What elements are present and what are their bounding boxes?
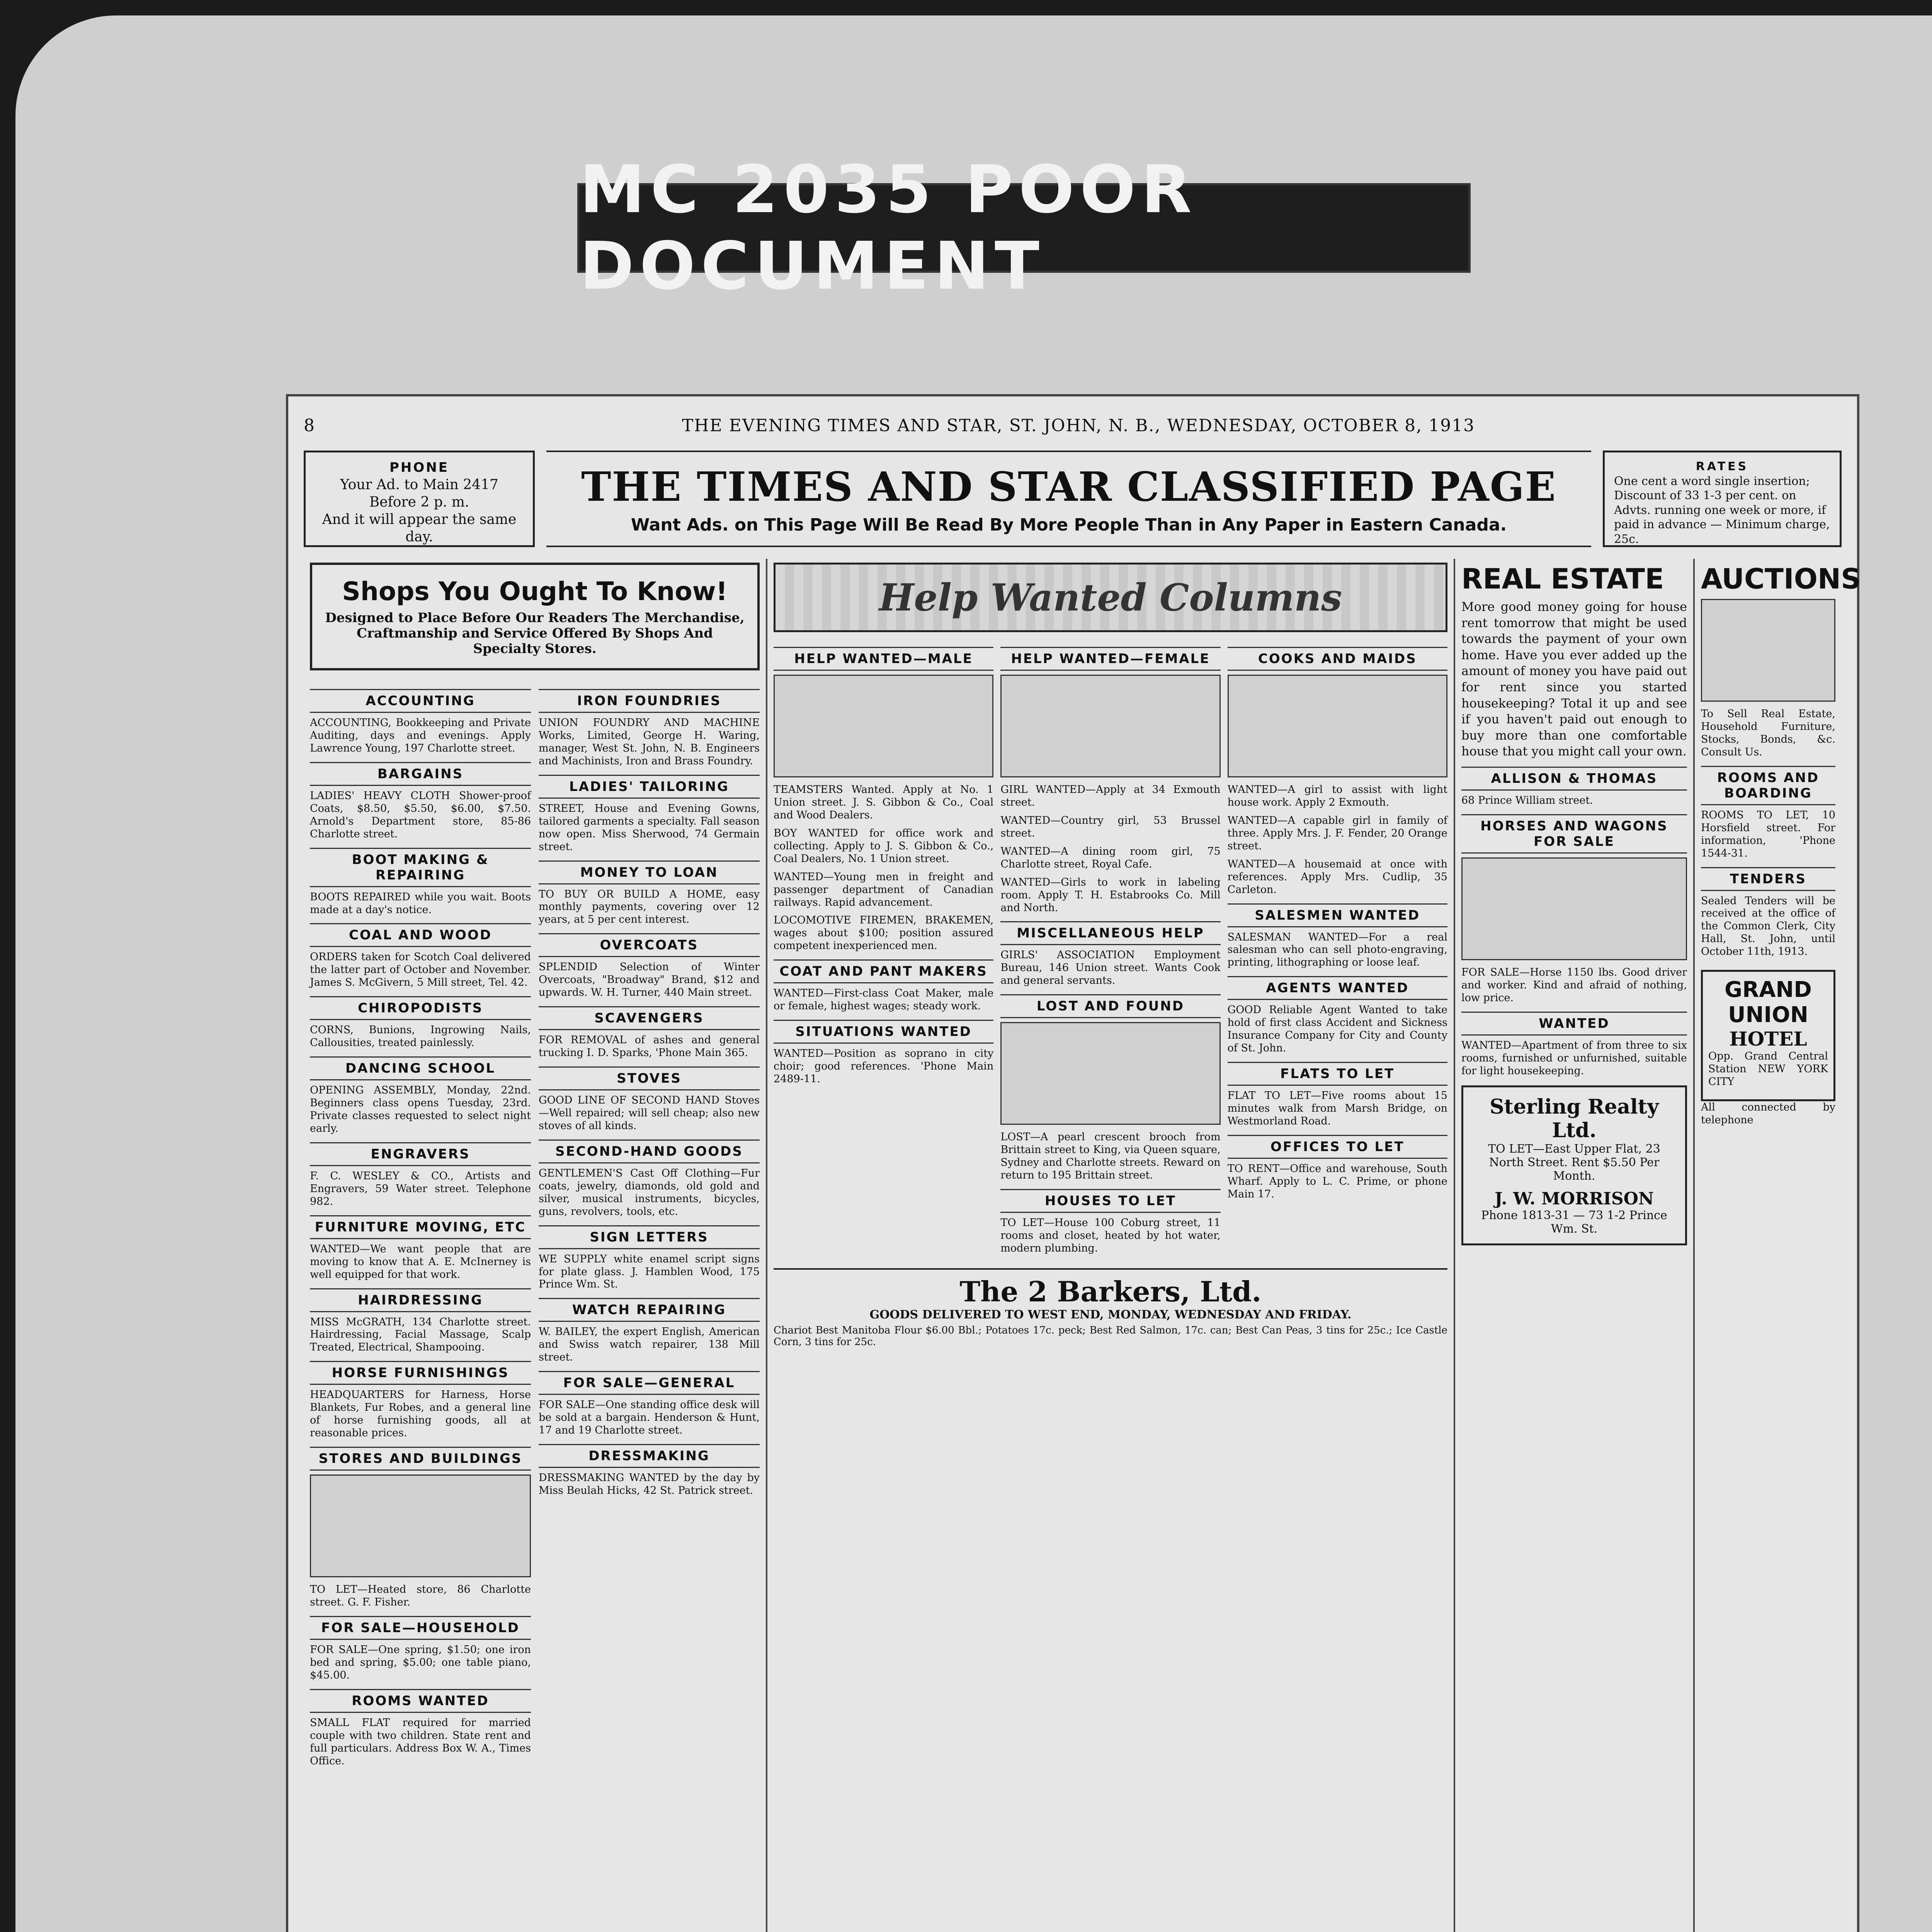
grand-union-hotel: HOTEL [1729,1027,1807,1051]
classified-ad: GOOD Reliable Agent Wanted to take hold of first class Accident and Sickness Insurance Company for City and County of St. John. [1227,1004,1447,1054]
section-heading: SITUATIONS WANTED [774,1020,993,1044]
phone-line-1: Your Ad. to Main 2417 [340,476,498,493]
sterling-text: TO LET—East Upper Flat, 23 North Street. Rent $5.50 Per Month. [1488,1142,1660,1183]
help-female-subcolumn [1000,640,1220,1260]
classified-ad: BOY WANTED for office work and collecting. Apply to J. S. Gibbon & Co., Coal Dealers, No. 1 Union street. [774,827,994,865]
section-heading: HELP WANTED—MALE [774,647,993,671]
classified-ad: WANTED—Young men in freight and passenger department of Canadian railways. Rapid advancement. [774,871,994,908]
classified-ad: WANTED—A housemaid at once with references. Apply Mrs. Cudlip, 35 Carleton. [1227,858,1447,896]
section-heading: LOST AND FOUND [1000,994,1220,1018]
section-heading: SALESMEN WANTED [1228,903,1447,927]
page-subtitle: Want Ads. on This Page Will Be Read By More People Than in Any Paper in Eastern Canada. [631,515,1507,535]
columns [304,559,1861,1932]
section-heading: STORES AND BUILDINGS [310,1447,531,1471]
section-heading: ACCOUNTING [310,689,531,713]
classified-ad: WANTED—First-class Coat Maker, male or female, highest wages; steady work. [774,987,994,1012]
classified-ad: MISS McGRATH, 134 Charlotte street. Hairdressing, Facial Massage, Scalp Treated, Electrical, Shampooing. [310,1316,531,1354]
grand-union-location: Opp. Grand Central Station NEW YORK CITY [1708,1050,1828,1088]
help-wanted-banner: Help Wanted Columns [774,563,1447,632]
classified-ad: TO BUY OR BUILD A HOME, easy monthly payments, covering over 12 years, at 5 per cent interest. [539,888,760,926]
classified-ad: SMALL FLAT required for married couple with two children. State rent and full particulars. Address Box W. A., Times Office. [310,1716,531,1767]
section-heading: COAL AND WOOD [310,923,531,947]
grand-union-ad [1701,970,1835,1101]
classified-ad: ACCOUNTING, Bookkeeping and Private Auditing, days and evenings. Apply Lawrence Young, 197 Charlotte street. [310,717,531,754]
classified-ad: WANTED—Country girl, 53 Brussel street. [1000,814,1221,839]
classified-ad: LADIES' HEAVY CLOTH Shower-proof Coats, $8.50, $5.50, $6.00, $7.50. Arnold's Department store, 85-86 Charlotte street. [310,789,531,840]
barkers-sub: GOODS DELIVERED TO WEST END, MONDAY, WEDNESDAY AND FRIDAY. [869,1308,1352,1321]
shops-column [304,559,767,1932]
classified-ad: GOOD LINE OF SECOND HAND Stoves—Well repaired; will sell cheap; also new stoves of all kinds. [539,1094,760,1132]
classified-ad: TO LET—House 100 Coburg street, 11 rooms and closet, heated by hot water, modern plumbing. [1000,1217,1221,1254]
page-title: THE TIMES AND STAR CLASSIFIED PAGE [581,463,1556,510]
section-heading: MONEY TO LOAN [539,861,760,884]
auctions-title: AUCTIONS [1701,563,1861,595]
folio-text: THE EVENING TIMES AND STAR, ST. JOHN, N. B., WEDNESDAY, OCTOBER 8, 1913 [682,415,1475,435]
section-heading: SCAVENGERS [539,1006,760,1030]
store-illustration [310,1475,531,1577]
classified-ad: SPLENDID Selection of Winter Overcoats, "Broadway" Brand, $12 and upwards. W. H. Turner, 440 Main street. [539,961,760,999]
phone-title: PHONE [389,460,449,475]
classified-ad: BOOTS REPAIRED while you wait. Boots made at a day's notice. [310,891,531,916]
rates-text: One cent a word single insertion; Discount of 33 1-3 per cent. on Advts. running one week or more, if paid in advance — Minimum charge, 25c. [1614,474,1830,546]
section-heading: HAIRDRESSING [310,1288,531,1312]
classified-ad: TO RENT—Office and warehouse, South Wharf. Apply to L. C. Prime, or phone Main 17. [1227,1162,1447,1200]
page-number: 8 [304,415,315,435]
sterling-realty-ad [1461,1085,1687,1245]
classified-ad: FOR SALE—Horse 1150 lbs. Good driver and worker. Kind and afraid of nothing, low price. [1461,966,1687,1004]
classified-ad: SALESMAN WANTED—For a real salesman who can sell photo-engraving, printing, lithographing or loose leaf. [1227,931,1447,969]
barkers-name: The 2 Barkers, Ltd. [959,1275,1262,1308]
firm-name: ALLISON & THOMAS [1461,767,1687,791]
real-estate-title: REAL ESTATE [1461,563,1664,595]
classified-ad: UNION FOUNDRY AND MACHINE Works, Limited, George H. Waring, manager, West St. John, N. B. Engineers and Machinists, Iron and Brass Foundry. [539,717,760,767]
lost-found-illustration [1000,1022,1220,1125]
section-heading: DANCING SCHOOL [310,1056,531,1080]
classified-ad: CORNS, Bunions, Ingrowing Nails, Callousities, treated painlessly. [310,1024,531,1049]
auctions-text: To Sell Real Estate, Household Furniture, Stocks, Bonds, &c. Consult Us. [1701,708,1835,758]
section-heading: AGENTS WANTED [1228,976,1447,1000]
classified-ad: HEADQUARTERS for Harness, Horse Blankets, Fur Robes, and a general line of horse furnishing goods, all at reasonable prices. [310,1389,531,1439]
section-heading: MISCELLANEOUS HELP [1000,921,1220,945]
section-heading: WATCH REPAIRING [539,1298,760,1322]
barkers-text: Chariot Best Manitoba Flour $6.00 Bbl.; Potatoes 17c. peck; Best Red Salmon, 17c. can; Best Can Peas, 3 tins for 25c.; Ice Castle Corn, 3 tins for 25c. [774,1324,1447,1348]
section-heading: HORSES AND WAGONS FOR SALE [1461,814,1687,854]
section-heading: HORSE FURNISHINGS [310,1361,531,1385]
firm-address: 68 Prince William street. [1461,794,1593,806]
classified-ad: Sealed Tenders will be received at the office of the Common Clerk, City Hall, St. John, until October 11th, 1913. [1701,895,1835,958]
folio-line [288,412,1857,439]
classified-ad: LOST—A pearl crescent brooch from Brittain street to King, via Queen square, Sydney and Charlotte streets. Reward on return to 195 Brittain street. [1000,1131,1221,1182]
classified-ad: GIRL WANTED—Apply at 34 Exmouth street. [1000,784,1221,808]
section-heading: CHIROPODISTS [310,996,531,1020]
section-heading: FLATS TO LET [1228,1062,1447,1086]
classified-ad: ORDERS taken for Scotch Coal delivered the latter part of October and November. James S. McGivern, 5 Mill street, Tel. 42. [310,951,531,989]
classified-ad: STREET, House and Evening Gowns, tailored garments a specialty. Fall season now open. Miss Sherwood, 74 Germain street. [539,802,760,853]
classified-ad: WANTED—Apartment of from three to six rooms, furnished or unfurnished, suitable for light housekeeping. [1461,1039,1687,1077]
section-heading: BOOT MAKING & REPAIRING [310,848,531,887]
phone-box [304,451,535,547]
help-wanted-column [767,559,1455,1932]
shops-box [310,563,760,670]
grand-union-name: GRAND UNION [1725,977,1812,1028]
classified-ad: LOCOMOTIVE FIREMEN, BRAKEMEN, wages about $100; position assured competent inexperienced men. [774,914,994,952]
section-heading: TENDERS [1701,867,1835,891]
section-heading: ROOMS WANTED [310,1689,531,1713]
section-heading: COOKS AND MAIDS [1228,647,1447,671]
shops-subcolumn-a [310,682,531,1773]
auction-illustration [1701,599,1835,702]
cooks-maids-subcolumn [1228,640,1447,1260]
classified-ad: ROOMS TO LET, 10 Horsfield street. For information, 'Phone 1544-31. [1701,809,1835,859]
classified-ad: DRESSMAKING WANTED by the day by Miss Beulah Hicks, 42 St. Patrick street. [539,1472,760,1497]
shops-subtitle: Designed to Place Before Our Readers The Merchandise, Craftmanship and Service Offered By Shops And Specialty Stores. [325,610,745,656]
classified-ad: WE SUPPLY white enamel script signs for plate glass. J. Hamblen Wood, 175 Prince Wm. St. [539,1253,760,1291]
phone-line-3: And it will appear the same day. [322,511,517,545]
classified-ad: WANTED—A capable girl in family of three. Apply Mrs. J. F. Fender, 20 Orange street. [1227,814,1447,852]
section-heading: ENGRAVERS [310,1142,531,1166]
shop-illustration [1000,675,1220,777]
rates-box [1603,451,1842,547]
real-estate-text: More good money going for house rent tomorrow that might be used towards the payment of your own home. Have you ever added up the amount of money you have paid out for rent since you started housekeeping? Total it up and see if you haven't paid out enough to buy more than one comfortable house that you might call your own. [1461,599,1687,759]
sterling-name: Sterling Realty Ltd. [1490,1095,1659,1142]
section-heading: ROOMS AND BOARDING [1701,766,1835,805]
classified-ad: GIRLS' ASSOCIATION Employment Bureau, 146 Union street. Wants Cook and general servants. [1000,949,1221,987]
auctions-column [1695,559,1861,1932]
section-heading: IRON FOUNDRIES [539,689,760,713]
section-heading: HOUSES TO LET [1000,1189,1220,1213]
poor-document-label: MC 2035 POOR DOCUMENT [580,185,1468,270]
masthead [304,451,1842,547]
classified-ad: WANTED—We want people that are moving to know that A. E. McInerney is well equipped for that work. [310,1243,531,1281]
classified-ad: WANTED—A dining room girl, 75 Charlotte street, Royal Cafe. [1000,845,1221,870]
section-heading: FURNITURE MOVING, ETC [310,1215,531,1239]
section-heading: FOR SALE—HOUSEHOLD [310,1616,531,1640]
section-heading: SECOND-HAND GOODS [539,1139,760,1163]
newspaper-page [286,394,1859,1932]
section-heading: WANTED [1461,1012,1687,1036]
classified-ad: W. BAILEY, the expert English, American and Swiss watch repairer, 138 Mill street. [539,1326,760,1364]
section-heading: DRESSMAKING [539,1444,760,1468]
shops-subcolumn-b [539,682,760,1773]
classified-ad: WANTED—A girl to assist with light house work. Apply 2 Exmouth. [1227,784,1447,808]
section-heading: OVERCOATS [539,933,760,957]
phone-line-2: Before 2 p. m. [369,494,469,510]
classified-ad: OPENING ASSEMBLY, Monday, 22nd. Beginners class opens Tuesday, 23rd. Private classes requested to select night early. [310,1084,531,1134]
section-heading: HELP WANTED—FEMALE [1000,647,1220,671]
section-heading: FOR SALE—GENERAL [539,1371,760,1395]
classified-ad: FLAT TO LET—Five rooms about 15 minutes walk from Marsh Bridge, on Westmorland Road. [1227,1090,1447,1127]
classified-ad: WANTED—Girls to work in labeling room. Apply T. H. Estabrooks Co. Mill and North. [1000,876,1221,914]
classified-ad: FOR SALE—One spring, $1.50; one iron bed and spring, $5.00; one table piano, $45.00. [310,1643,531,1681]
classified-ad: WANTED—Position as soprano in city choir; good references. 'Phone Main 2489-11. [774,1048,994,1085]
section-heading: COAT AND PANT MAKERS [774,959,993,983]
section-heading: OFFICES TO LET [1228,1135,1447,1159]
maid-illustration [1228,675,1447,777]
help-male-subcolumn [774,640,993,1260]
horse-wagon-illustration [1461,857,1687,960]
office-illustration [774,675,993,777]
sterling-phone: Phone 1813-31 — 73 1-2 Prince Wm. St. [1481,1208,1667,1236]
rates-title: RATES [1696,460,1749,473]
shops-title: Shops You Ought To Know! [342,577,728,606]
classified-ad: FOR REMOVAL of ashes and general trucking I. D. Sparks, 'Phone Main 365. [539,1034,760,1059]
sterling-agent: J. W. MORRISON [1494,1189,1654,1209]
telephone-note: All connected by telephone [1701,1101,1835,1126]
section-heading: STOVES [539,1066,760,1090]
barkers-ad [774,1268,1447,1348]
classified-ad: GENTLEMEN'S Cast Off Clothing—Fur coats, jewelry, diamonds, old gold and silver, musical instruments, bicycles, guns, revolvers, tools, etc. [539,1167,760,1218]
classified-ad: F. C. WESLEY & CO., Artists and Engravers, 59 Water street. Telephone 982. [310,1170,531,1208]
masthead-center [546,451,1591,547]
section-heading: SIGN LETTERS [539,1225,760,1249]
classified-ad: TEAMSTERS Wanted. Apply at No. 1 Union street. J. S. Gibbon & Co., Coal and Wood Dealers. [774,784,994,821]
classified-ad: TO LET—Heated store, 86 Charlotte street. G. F. Fisher. [310,1583,531,1608]
classified-ad: FOR SALE—One standing office desk will be sold at a bargain. Henderson & Hunt, 17 and 19 Charlotte street. [539,1399,760,1437]
real-estate-column [1455,559,1695,1932]
section-heading: LADIES' TAILORING [539,775,760,799]
section-heading: BARGAINS [310,762,531,786]
